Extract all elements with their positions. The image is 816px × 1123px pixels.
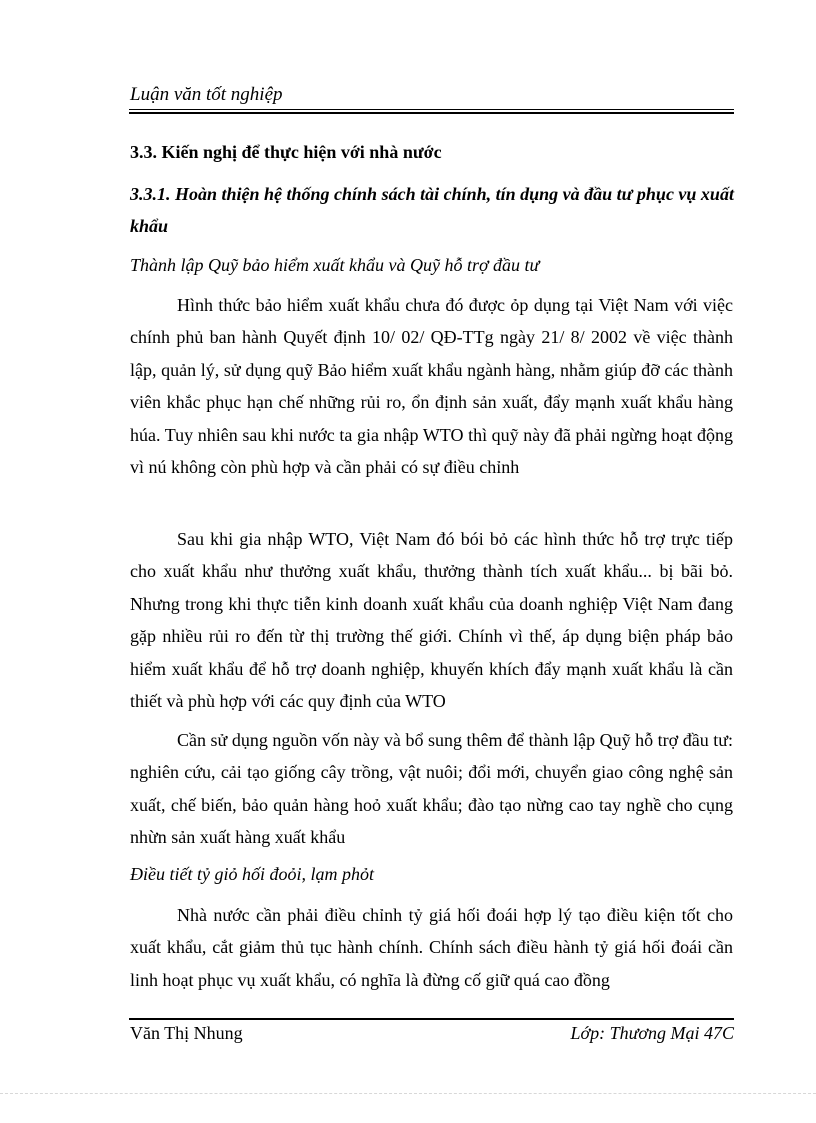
page-boundary xyxy=(0,1093,816,1094)
header-rule-thin xyxy=(129,109,734,110)
header-rule-thick xyxy=(129,112,734,114)
subtitle-export-insurance-fund: Thành lập Quỹ bảo hiểm xuất khẩu và Quỹ hỗ trợ đầu tư xyxy=(130,255,540,275)
footer-author: Văn Thị Nhung xyxy=(130,1023,243,1043)
header-title: Luận văn tốt nghiệp xyxy=(130,84,283,105)
footer-class: Lớp: Thương Mại 47C xyxy=(570,1023,734,1043)
paragraph-export-insurance: Hình thức bảo hiểm xuất khẩu chưa đó được ỏp dụng tại Việt Nam với việc chính phủ ban hành Quyết định 10/ 02/ QĐ-TTg ngày 21/ 8/ 2002 về việc thành lập, quản lý, sử dụng quỹ Bảo hiểm xuất khẩu ngành hàng, nhằm giúp đỡ các thành viên khắc phục hạn chế những rủi ro, ổn định sản xuất, đẩy mạnh xuất khẩu hàng húa. Tuy nhiên sau khi nước ta gia nhập WTO thì quỹ này đã phải ngừng hoạt động vì nú không còn phù hợp và cần phải có sự điều chỉnh xyxy=(130,295,733,478)
footer-rule xyxy=(129,1018,734,1020)
paragraph-exchange-rate: Nhà nước cần phải điều chỉnh tỷ giá hối đoái hợp lý tạo điều kiện tốt cho xuất khẩu, cắt giảm thủ tục hành chính. Chính sách điều hành tỷ giá hối đoái cần linh hoạt phục vụ xuất khẩu, có nghĩa là đừng cố giữ quá cao đồng xyxy=(130,905,733,990)
subtitle-exchange-rate-inflation: Điều tiết tỷ giỏ hối đoỏi, lạm phỏt xyxy=(130,864,374,884)
section-heading: 3.3. Kiến nghị để thực hiện với nhà nước xyxy=(130,142,442,162)
paragraph-wto-accession: Sau khi gia nhập WTO, Việt Nam đó bói bỏ các hình thức hỗ trợ trực tiếp cho xuất khẩu như thưởng xuất khẩu, thưởng thành tích xuất khẩu... bị bãi bỏ. Nhưng trong khi thực tiễn kinh doanh xuất khẩu của doanh nghiệp Việt Nam đang gặp nhiều rủi ro đến từ thị trường thế giới. Chính vì thế, áp dụng biện pháp bảo hiểm xuất khẩu để hỗ trợ doanh nghiệp, khuyến khích đẩy mạnh xuất khẩu là cần thiết và phù hợp với các quy định của WTO xyxy=(130,529,733,712)
section-subheading: 3.3.1. Hoàn thiện hệ thống chính sách tài chính, tín dụng và đầu tư phục vụ xuất khẩu xyxy=(130,184,734,236)
paragraph-investment-fund: Cần sử dụng nguồn vốn này và bổ sung thêm để thành lập Quỹ hỗ trợ đầu tư: nghiên cứu, cải tạo giống cây trồng, vật nuôi; đổi mới, chuyển giao công nghệ sản xuất, chế biến, bảo quản hàng hoỏ xuất khẩu; đào tạo nừng cao tay nghề cho cụng nhừn sản xuất hàng xuất khẩu xyxy=(130,730,733,848)
